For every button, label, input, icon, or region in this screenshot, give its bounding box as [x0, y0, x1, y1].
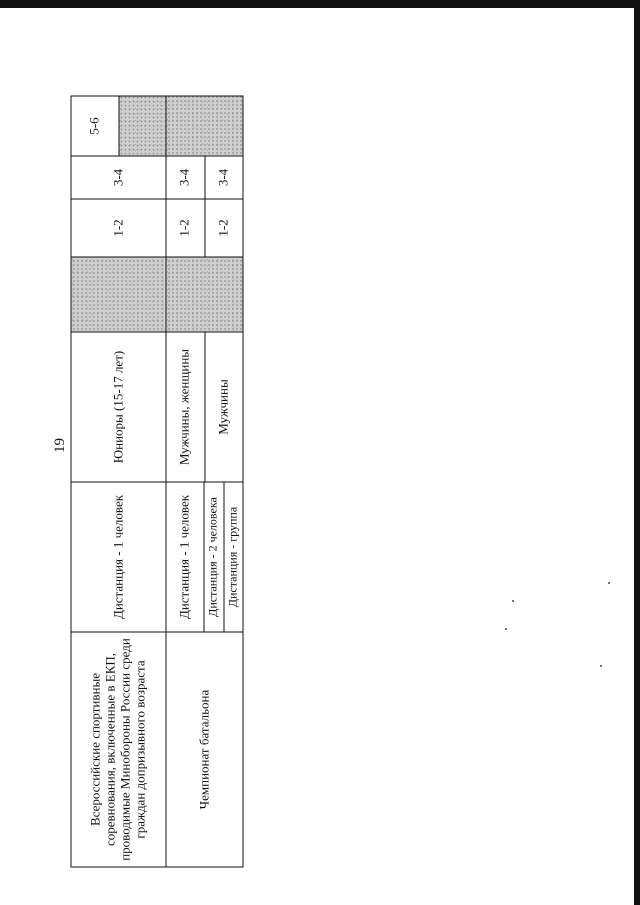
- place-split-cell: [71, 96, 166, 156]
- table-row: [166, 96, 243, 867]
- championship-disciplines-cell: [166, 482, 243, 632]
- competition-table: [71, 96, 244, 868]
- championship-name-cell: Чемпионат батальона: [166, 632, 243, 867]
- place-cell: 1-2: [71, 199, 166, 257]
- table-row: [71, 96, 166, 867]
- age-group-cell: Юниоры (15-17 лет): [71, 332, 166, 482]
- place-cell: 3-4: [71, 156, 166, 199]
- place-cell: 1-2: [167, 200, 206, 257]
- shaded-cell: [166, 257, 243, 332]
- place-cell: 5-6: [72, 97, 120, 156]
- place-cell: 1-2: [215, 219, 231, 237]
- place-cells: [166, 199, 243, 257]
- shaded-cell: [71, 257, 166, 332]
- scan-edge-right: [634, 0, 640, 905]
- rotated-table-wrapper: [71, 97, 241, 868]
- gender-cell: Мужчины, женщины: [167, 333, 206, 482]
- shaded-cell: [166, 96, 243, 156]
- place-cells: [166, 156, 243, 199]
- place-cell: 3-4: [215, 168, 231, 187]
- gender-cell: Мужчины: [215, 379, 231, 435]
- discipline-cell: Дистанция - 2 человека: [205, 483, 225, 632]
- place-cell: 3-4: [167, 157, 206, 199]
- discipline-cell: Дистанция - 1 человек: [167, 483, 205, 632]
- discipline-cell: Дистанция - 1 человек: [71, 482, 166, 632]
- competition-name-cell: Всероссийские спортивные соревнования, включенные в ЕКП, проводимые Минобороны России среди граждан допризывного возраста: [71, 632, 166, 867]
- gender-cells: [166, 332, 243, 482]
- page-number: 19: [52, 438, 68, 453]
- discipline-cell: Дистанция - группа: [225, 506, 240, 608]
- shaded-cell: [119, 97, 166, 156]
- scan-edge-top: [0, 0, 640, 8]
